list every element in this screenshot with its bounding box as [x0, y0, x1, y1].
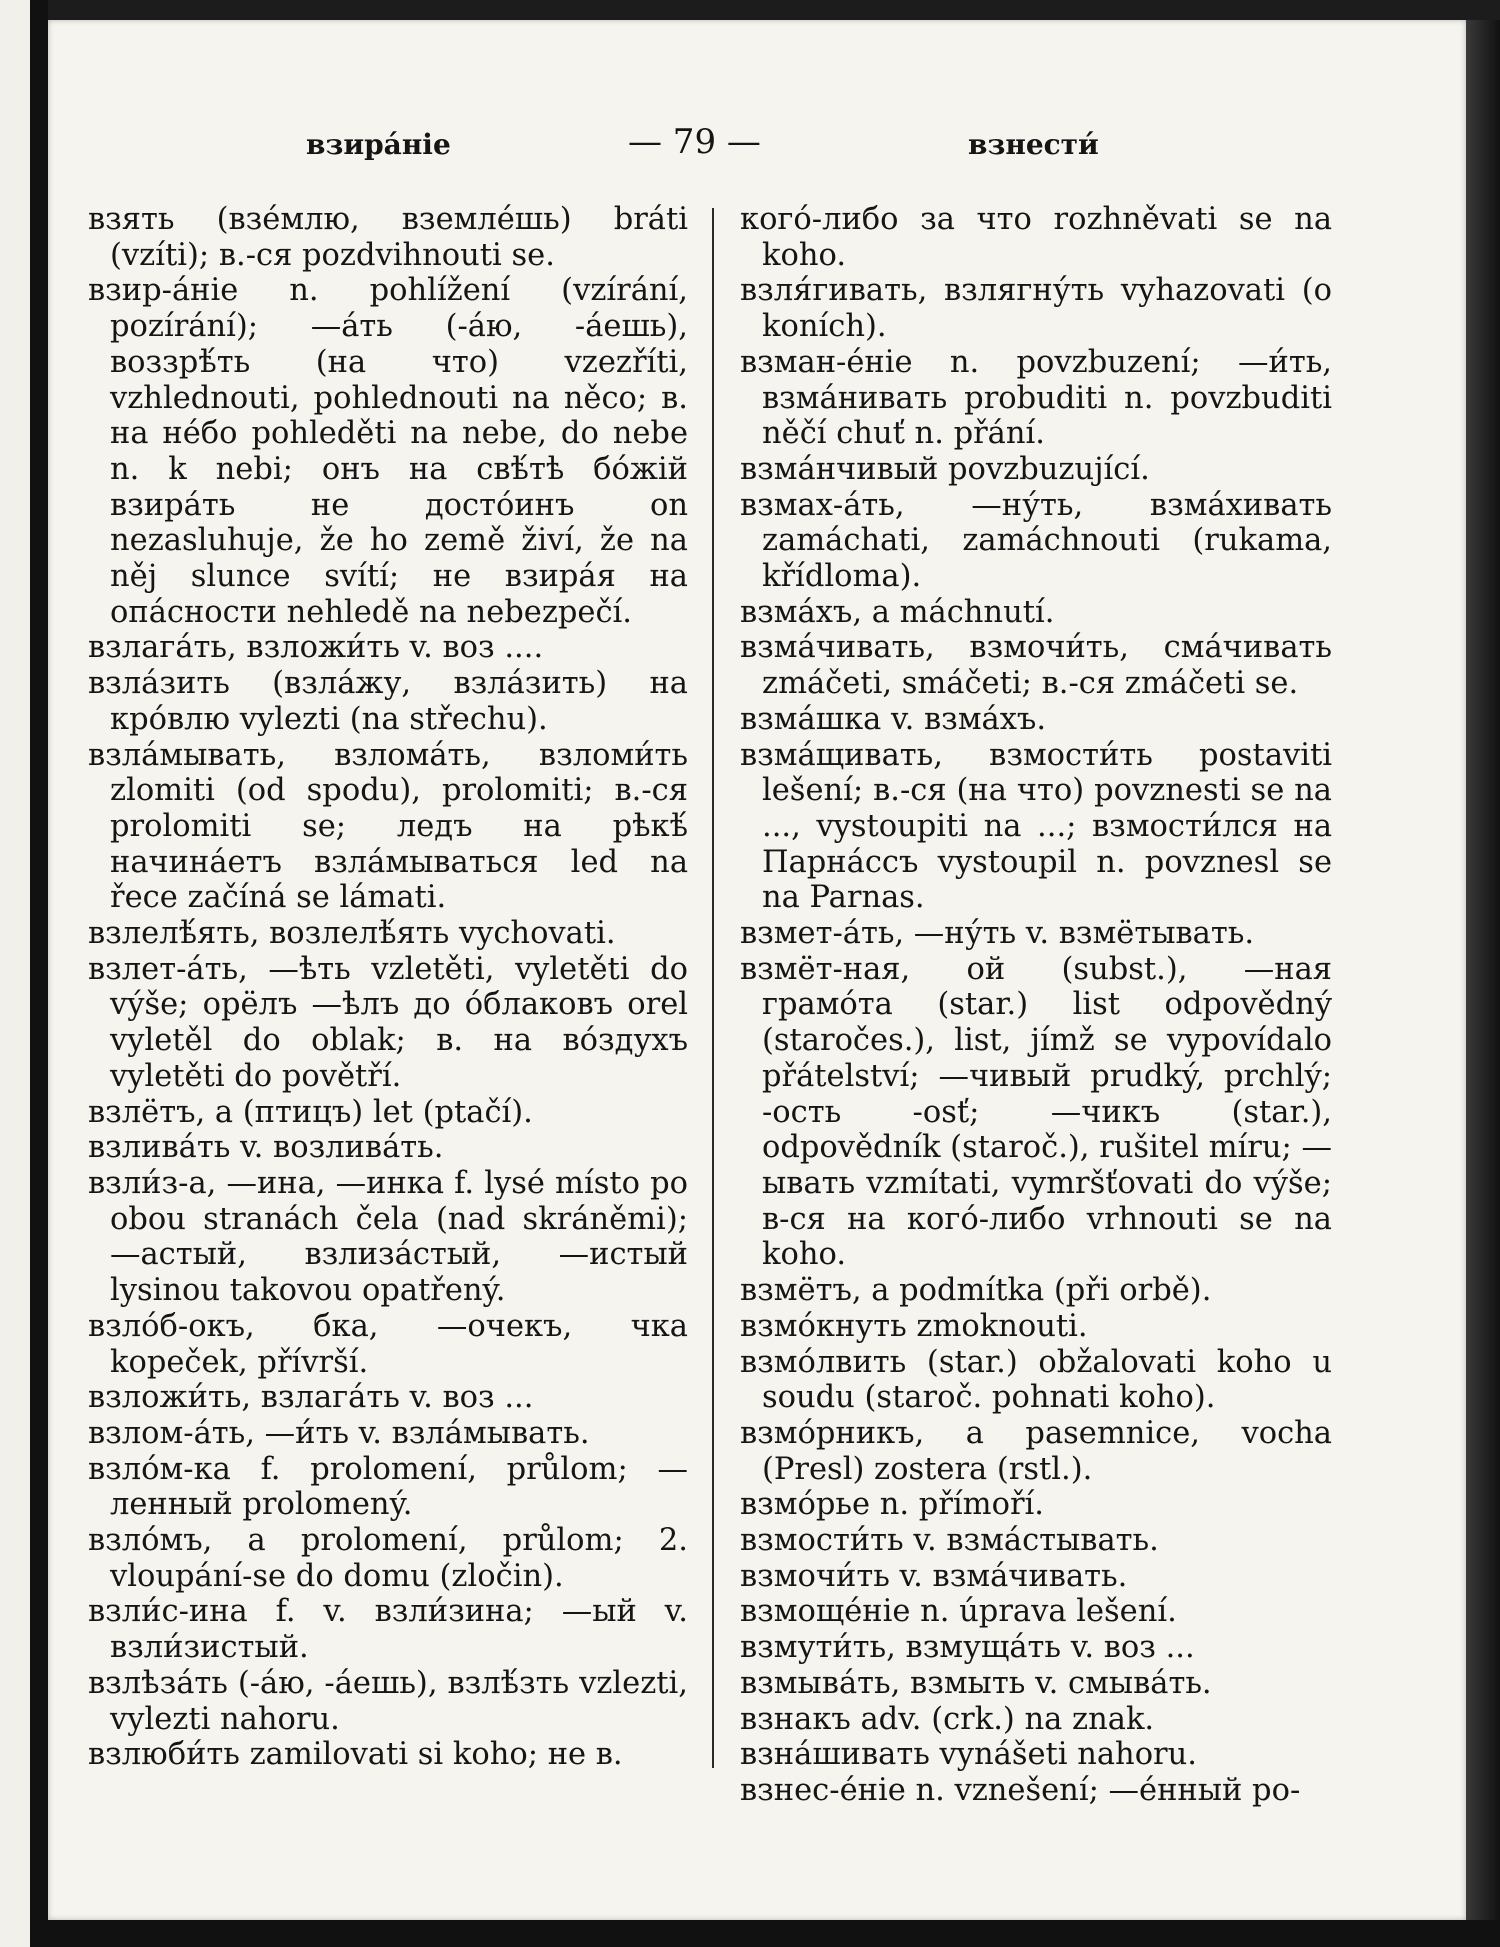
dictionary-entry: взло́м-ка f. prolomení, průlom; —ленный prolomený.: [88, 1451, 688, 1523]
dictionary-entry: взлюби́ть zamilovati si koho; не в.: [88, 1737, 623, 1773]
dictionary-entry: взмочи́ть v. взма́чивать.: [740, 1558, 1128, 1594]
dictionary-entry: взла́мывать, взлома́ть, взломи́ть zlomiti (od spodu), prolomiti; в.-ся prolomiti se; ледъ на рѣкѣ́ начина́етъ взла́мываться led na řece začíná se lámati.: [88, 737, 688, 916]
dictionary-entry: взма́нчивый povzbuzující.: [740, 451, 1150, 487]
dictionary-entry: взло́б-окъ, бка, —очекъ, чка kopeček, přívrší.: [88, 1308, 688, 1380]
dictionary-entry: взмоще́ніе n. úprava lešení.: [740, 1594, 1177, 1630]
dictionary-entry: взмет-а́ть, —ну́ть v. взмётывать.: [740, 916, 1255, 952]
dictionary-entry: взир-а́ніе n. pohlížení (vzírání, pozírání); —а́ть (-а́ю, -а́ешь), воззрѣ́ть (на что) vzezříti, vzhlednouti, pohlednouti na něco; в. на не́бо pohleděti na nebe, do nebe n. k nebi; онъ на свѣ́тѣ бо́жій взира́ть не досто́инъ on nezasluhuje, že ho země živí, že na něj slunce svítí; не взира́я на опа́сности nehledě na nebezpečí.: [88, 273, 688, 630]
dictionary-entry: взма́хъ, а máchnutí.: [740, 594, 1055, 630]
dictionary-entry: взмётъ, а podmítka (při orbě).: [740, 1273, 1212, 1309]
dictionary-entry: взли́з-а, —ина, —инка f. lysé místo po obou stranách čela (nad skráněmi); —астый, взлиза́стый, —истый lysinou takovou opatřený.: [88, 1165, 688, 1309]
dictionary-entry: взмах-а́ть, —ну́ть, взма́хивать zamáchati, zamáchnouti (rukama, křídloma).: [740, 487, 1332, 595]
dictionary-entry: взмёт-ная, ой (subst.), —ная грамо́та (star.) list odpovědný (staročes.), list, jímž se vypovídalo přátelství; —чивый prudký, prchlý; -ость -osť; —чикъ (star.), odpovědník (staroč.), rušitel míru; —ывать vzmítati, vymršťovati do výše; в-ся на кого́-либо vrhnouti se na koho.: [740, 951, 1332, 1273]
dictionary-entry: взло́мъ, а prolomení, průlom; 2. vloupání-se do domu (zločin).: [88, 1523, 688, 1594]
dictionary-entry: взмо́рье n. přímoří.: [740, 1487, 1044, 1523]
dictionary-entry: взлива́ть v. возлива́ть.: [88, 1130, 444, 1166]
dictionary-entry: взлелѣ́ять, возлелѣ́ять vychovati.: [88, 916, 616, 952]
dictionary-entry: взлом-а́ть, —и́ть v. взла́мывать.: [88, 1415, 590, 1451]
column-divider: [712, 208, 714, 1768]
dictionary-entry: взнакъ adv. (crk.) na znak.: [740, 1701, 1155, 1737]
dictionary-entry: взма́шка v. взма́хъ.: [740, 701, 1047, 737]
dictionary-entry: взнес-е́ніе n. vznešení; —е́нный po-: [740, 1772, 1301, 1808]
dictionary-entry: кого́-либо за что rozhněvati se na koho.: [740, 202, 1332, 273]
dictionary-entry: взять (взе́млю, вземле́шь) bráti (vzíti); в.-ся pozdvihnouti se.: [88, 202, 688, 273]
dictionary-entry: взман-е́ніе n. povzbuzení; —и́ть, взма́нивать probuditi n. povzbuditi něčí chuť n. přání.: [740, 344, 1332, 452]
dictionary-entry: взмо́лвить (star.) obžalovati koho u soudu (staroč. pohnati koho).: [740, 1344, 1332, 1416]
dictionary-entry: взла́зить (взла́жу, взла́зить) на кро́влю vylezti (na střechu).: [88, 666, 688, 737]
dictionary-entry: взложи́ть, взлага́ть v. воз ...: [88, 1380, 534, 1416]
gutter-shadow: [30, 0, 48, 1947]
dictionary-entry: взмути́ть, взмуща́ть v. воз ...: [740, 1630, 1195, 1666]
bottom-shadow: [48, 1920, 1500, 1947]
dictionary-entry: взлага́ть, взложи́ть v. воз ....: [88, 630, 544, 666]
left-column: [88, 202, 688, 1773]
dictionary-entry: взмо́кнуть zmoknouti.: [740, 1308, 1088, 1344]
dictionary-entry: взма́щивать, взмости́ть postaviti lešení; в.-ся (на что) povznesti se na ..., vystoupiti na ...; взмости́лся на Парна́ссъ vystoupil n. povznesl se na Parnas.: [740, 737, 1332, 916]
left-page-edge: [0, 0, 30, 1947]
header-right-guide-word: взнести́: [968, 128, 1099, 161]
page-header: [48, 122, 1466, 172]
page-number: — 79 —: [628, 122, 761, 162]
header-left-guide-word: взира́ніе: [306, 128, 451, 161]
dictionary-entry: взлет-а́ть, —ѣть vzletěti, vyletěti do výše; орёлъ —ѣлъ до о́блаковъ orel vyletěl do oblak; в. на во́здухъ vyletěti do povětří.: [88, 951, 688, 1094]
dictionary-entry: взмыва́ть, взмыть v. смыва́ть.: [740, 1665, 1212, 1701]
dictionary-entry: взма́чивать, взмочи́ть, сма́чивать zmáčeti, smáčeti; в.-ся zmáčeti se.: [740, 630, 1332, 702]
dictionary-entry: взлѣза́ть (-а́ю, -а́ешь), взлѣ́зть vzlezti, vylezti nahoru.: [88, 1665, 688, 1737]
right-page-shadow: [1466, 20, 1500, 1920]
dictionary-entry: взна́шивать vynášeti nahoru.: [740, 1737, 1197, 1773]
dictionary-entry: взли́с-ина f. v. взли́зина; —ый v. взли́зистый.: [88, 1594, 688, 1666]
dictionary-entry: взмо́рникъ, а pasemnice, vocha (Presl) zostera (rstl.).: [740, 1415, 1332, 1487]
dictionary-entry: взлётъ, а (птицъ) let (ptačí).: [88, 1094, 533, 1130]
right-column: [740, 202, 1332, 1809]
dictionary-entry: взля́гивать, взлягну́ть vyhazovati (o koních).: [740, 273, 1332, 345]
dictionary-entry: взмости́ть v. взма́стывать.: [740, 1523, 1159, 1559]
